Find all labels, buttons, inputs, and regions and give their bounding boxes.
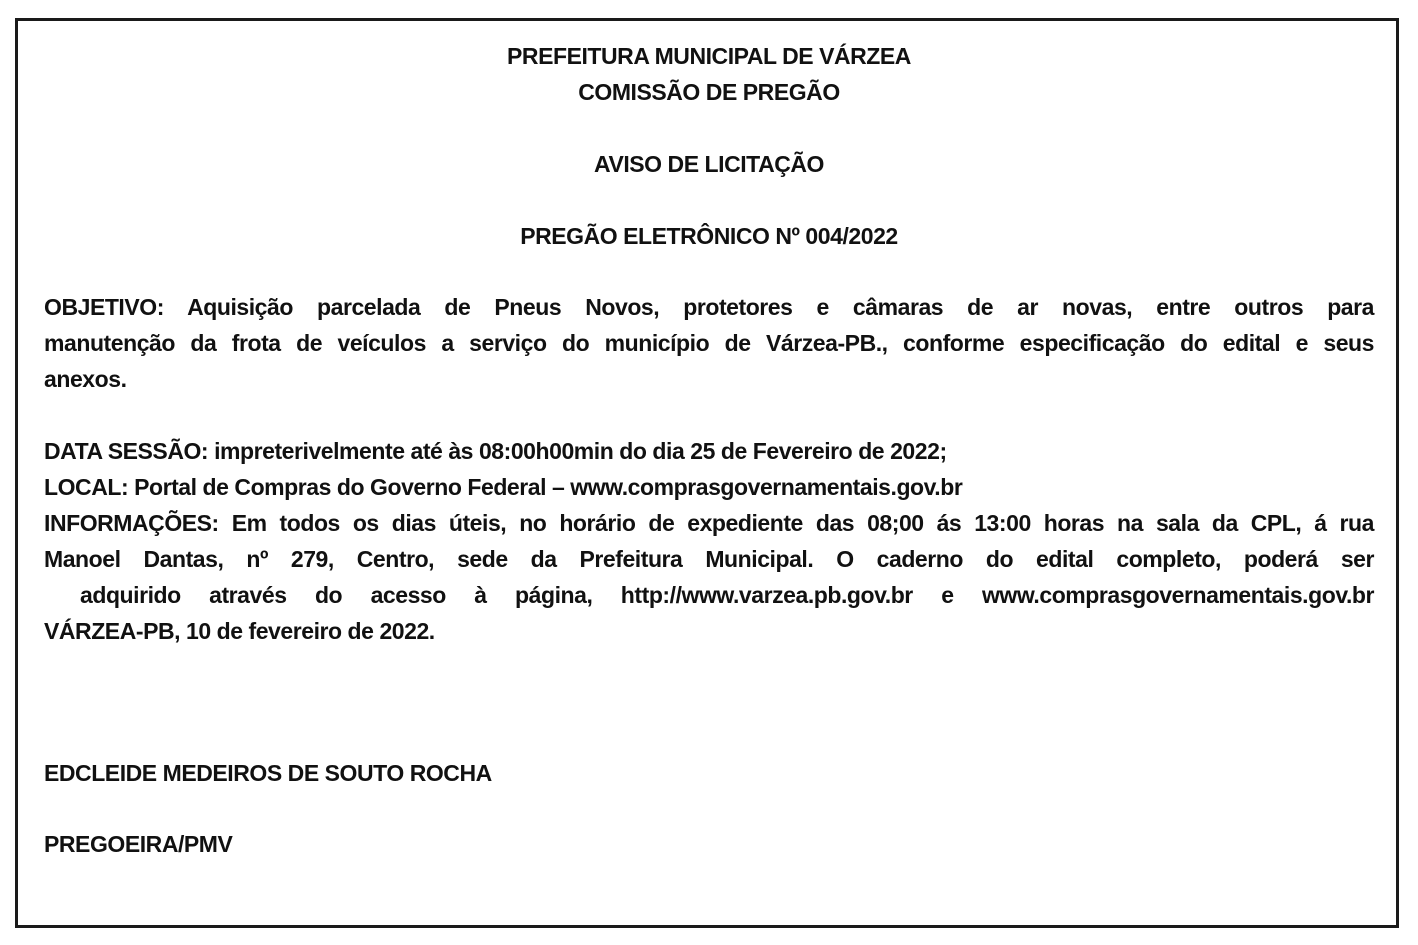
signatory-name: EDCLEIDE MEDEIROS DE SOUTO ROCHA xyxy=(44,760,492,786)
objective-line: manutenção da frota de veículos a serviço do município de Várzea-PB., conforme especificação do edital e seus xyxy=(44,330,1374,356)
session-location: LOCAL: Portal de Compras do Governo Federal – www.comprasgovernamentais.gov.br xyxy=(44,474,963,500)
objective-line: anexos. xyxy=(44,366,127,392)
auction-number: PREGÃO ELETRÔNICO Nº 004/2022 xyxy=(520,223,898,249)
information-line: adquirido através do acesso à página, http://www.varzea.pb.gov.br e www.comprasgovernamentais.gov.br xyxy=(80,582,1374,608)
commission-heading: COMISSÃO DE PREGÃO xyxy=(578,79,840,105)
signatory-role: PREGOEIRA/PMV xyxy=(44,831,233,857)
municipality-heading: PREFEITURA MUNICIPAL DE VÁRZEA xyxy=(507,43,911,69)
notice-title: AVISO DE LICITAÇÃO xyxy=(594,151,824,177)
objective-paragraph xyxy=(44,289,1374,397)
details-block xyxy=(44,433,1374,649)
information-line: INFORMAÇÕES: Em todos os dias úteis, no horário de expediente das 08;00 ás 13:00 horas na sala da CPL, á rua xyxy=(44,510,1374,536)
information-line: Manoel Dantas, nº 279, Centro, sede da Prefeitura Municipal. O caderno do edital completo, poderá ser xyxy=(44,546,1374,572)
date-place: VÁRZEA-PB, 10 de fevereiro de 2022. xyxy=(44,618,435,644)
notice-content xyxy=(44,38,1374,862)
objective-line: OBJETIVO: Aquisição parcelada de Pneus Novos, protetores e câmaras de ar novas, entre outros para xyxy=(44,294,1374,320)
session-date: DATA SESSÃO: impreterivelmente até às 08:00h00min do dia 25 de Fevereiro de 2022; xyxy=(44,438,947,464)
